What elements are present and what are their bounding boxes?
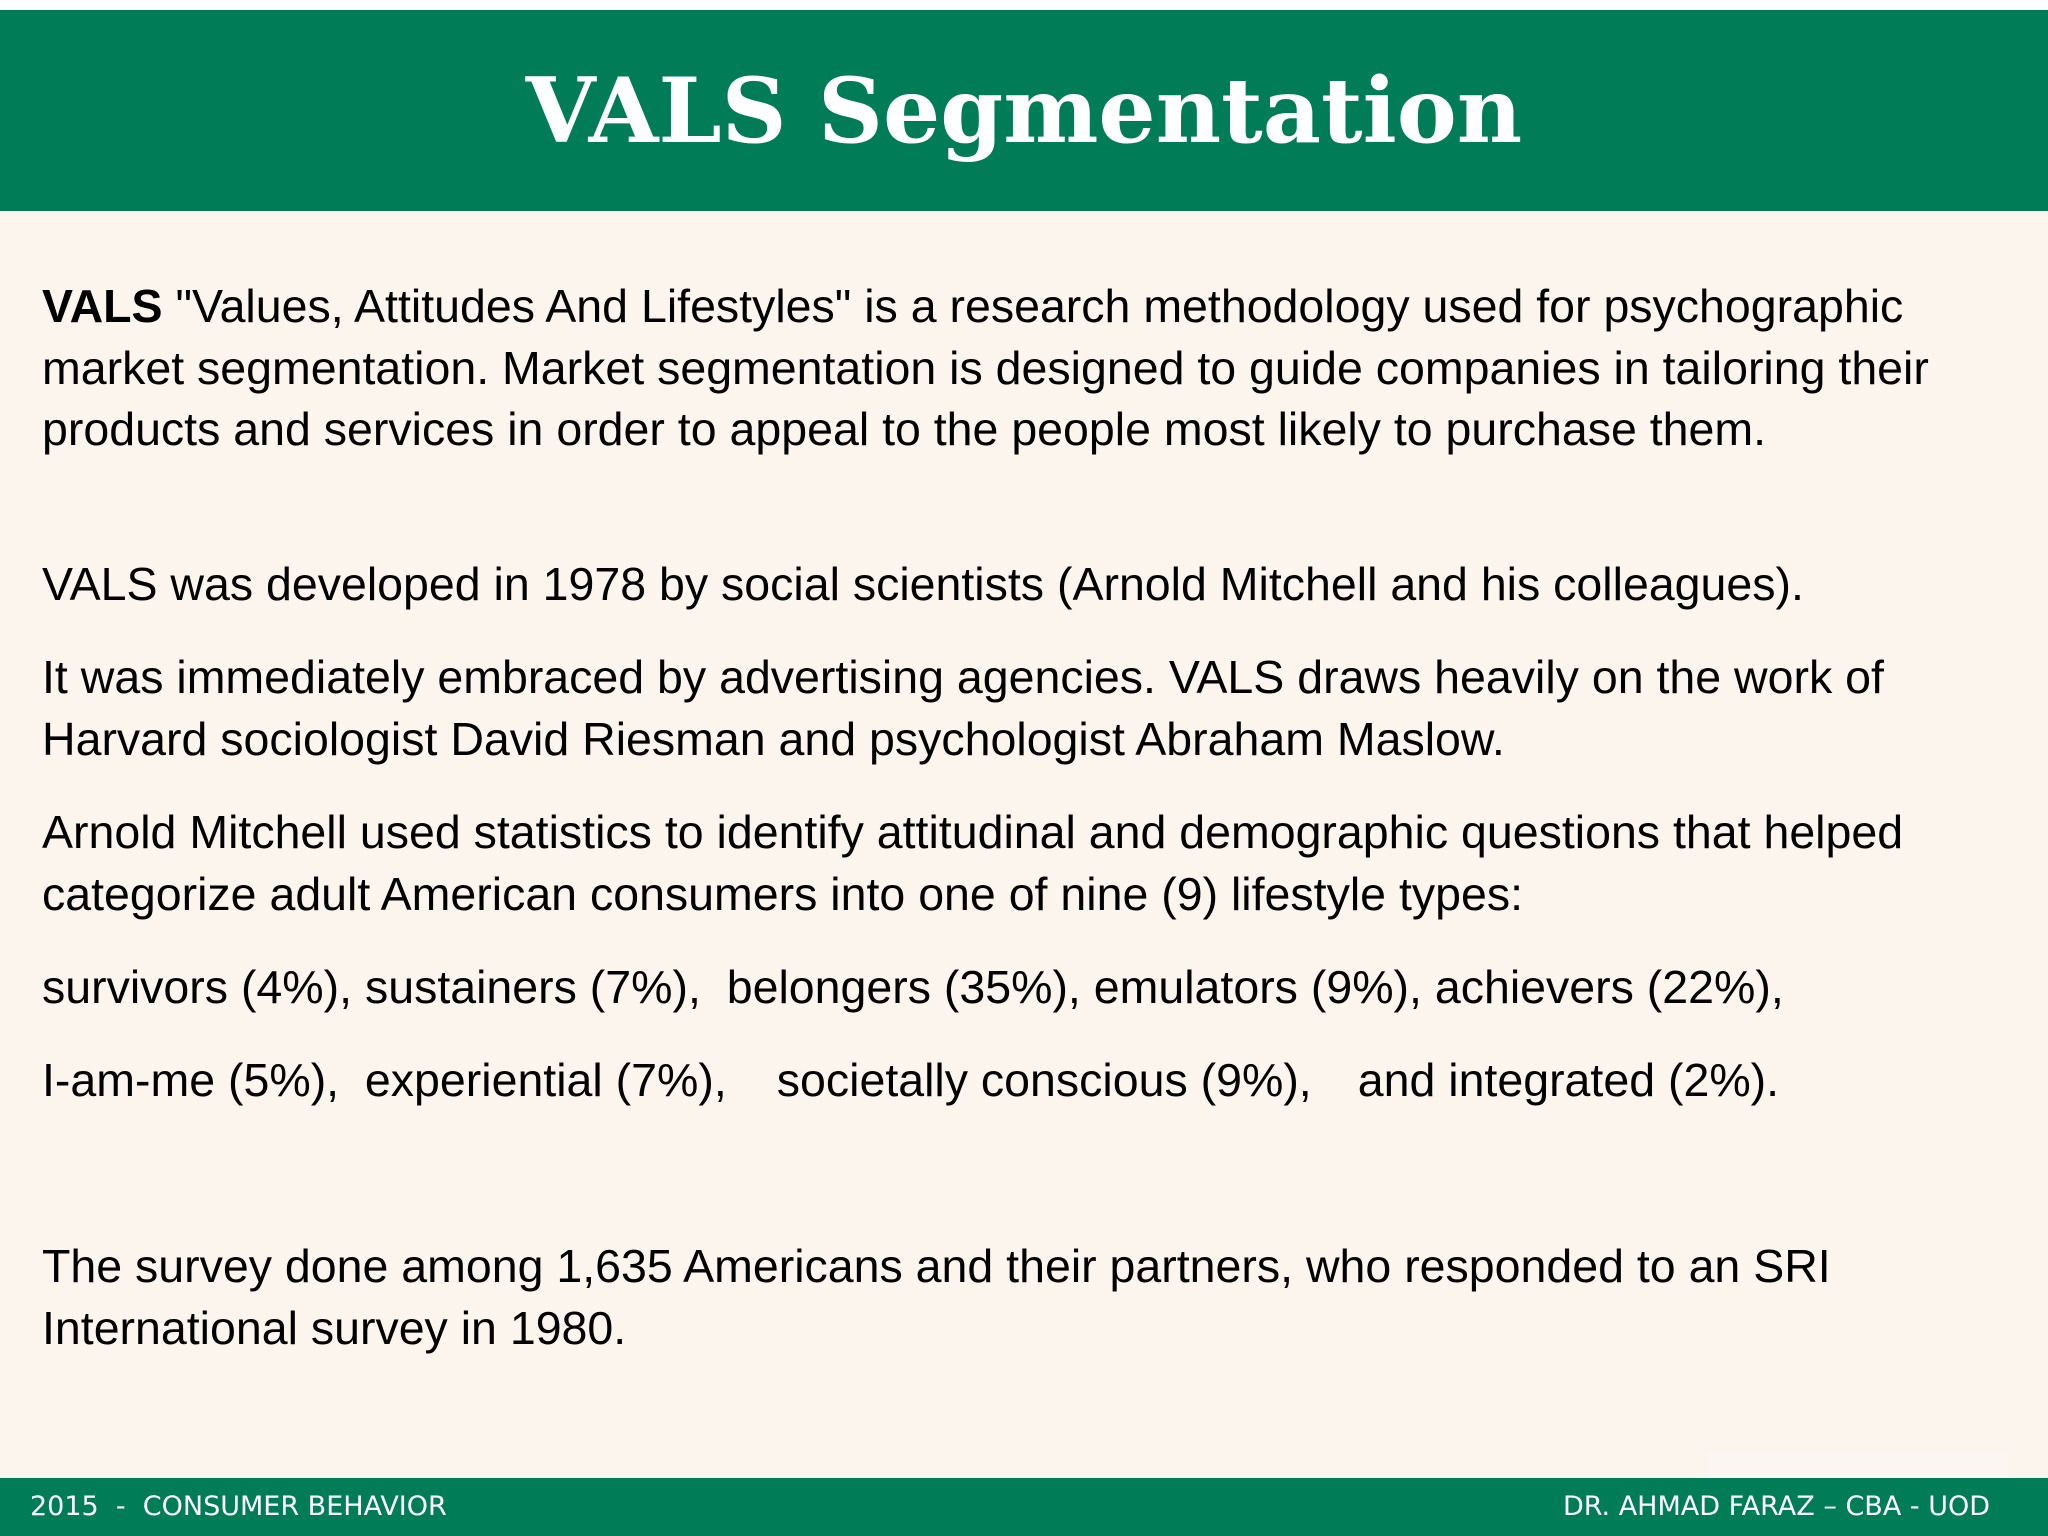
publisher-watermark-logo (1708, 1446, 2008, 1480)
types-segment-b: societally conscious (9%), (776, 1054, 1312, 1106)
footer-course: 2015 - CONSUMER BEHAVIOR (30, 1491, 447, 1522)
intro-paragraph (42, 276, 2017, 461)
intro-text: "Values, Attitudes And Lifestyles" is a research methodology used for psychographic market segmentation. Market segmentation is designed to guide companies in tailoring their products and services in order to appeal to the people most likely to purchase them. (42, 280, 1929, 455)
embraced-paragraph: It was immediately embraced by advertising agencies. VALS draws heavily on the work of Harvard sociologist David Riesman and psychologist Abraham Maslow. (42, 651, 1884, 765)
top-strip (0, 0, 2048, 10)
footer-bar (0, 1478, 2048, 1536)
lifestyle-types-line-2 (42, 1050, 1779, 1112)
types-segment-c: and integrated (2%). (1357, 1054, 1780, 1106)
mitchell-paragraph: Arnold Mitchell used statistics to identify attitudinal and demographic questions that helped categorize adult American consumers into one of nine (9) lifestyle types: (42, 806, 1904, 920)
slide-title: VALS Segmentation (525, 57, 1523, 164)
lifestyle-types-line-1: survivors (4%), sustainers (7%), belongers (35%), emulators (9%), achievers (22%), (42, 961, 1784, 1013)
developed-paragraph: VALS was developed in 1978 by social scientists (Arnold Mitchell and his colleagues). (42, 558, 1804, 610)
vals-term: VALS (42, 280, 163, 332)
survey-paragraph: The survey done among 1,635 Americans and their partners, who responded to an SRI International survey in 1980. (42, 1240, 1831, 1354)
types-segment-a: I-am-me (5%), experiential (7%), (42, 1054, 727, 1106)
footer-author: DR. AHMAD FARAZ – CBA - UOD (1562, 1491, 1990, 1522)
title-banner (0, 10, 2048, 211)
